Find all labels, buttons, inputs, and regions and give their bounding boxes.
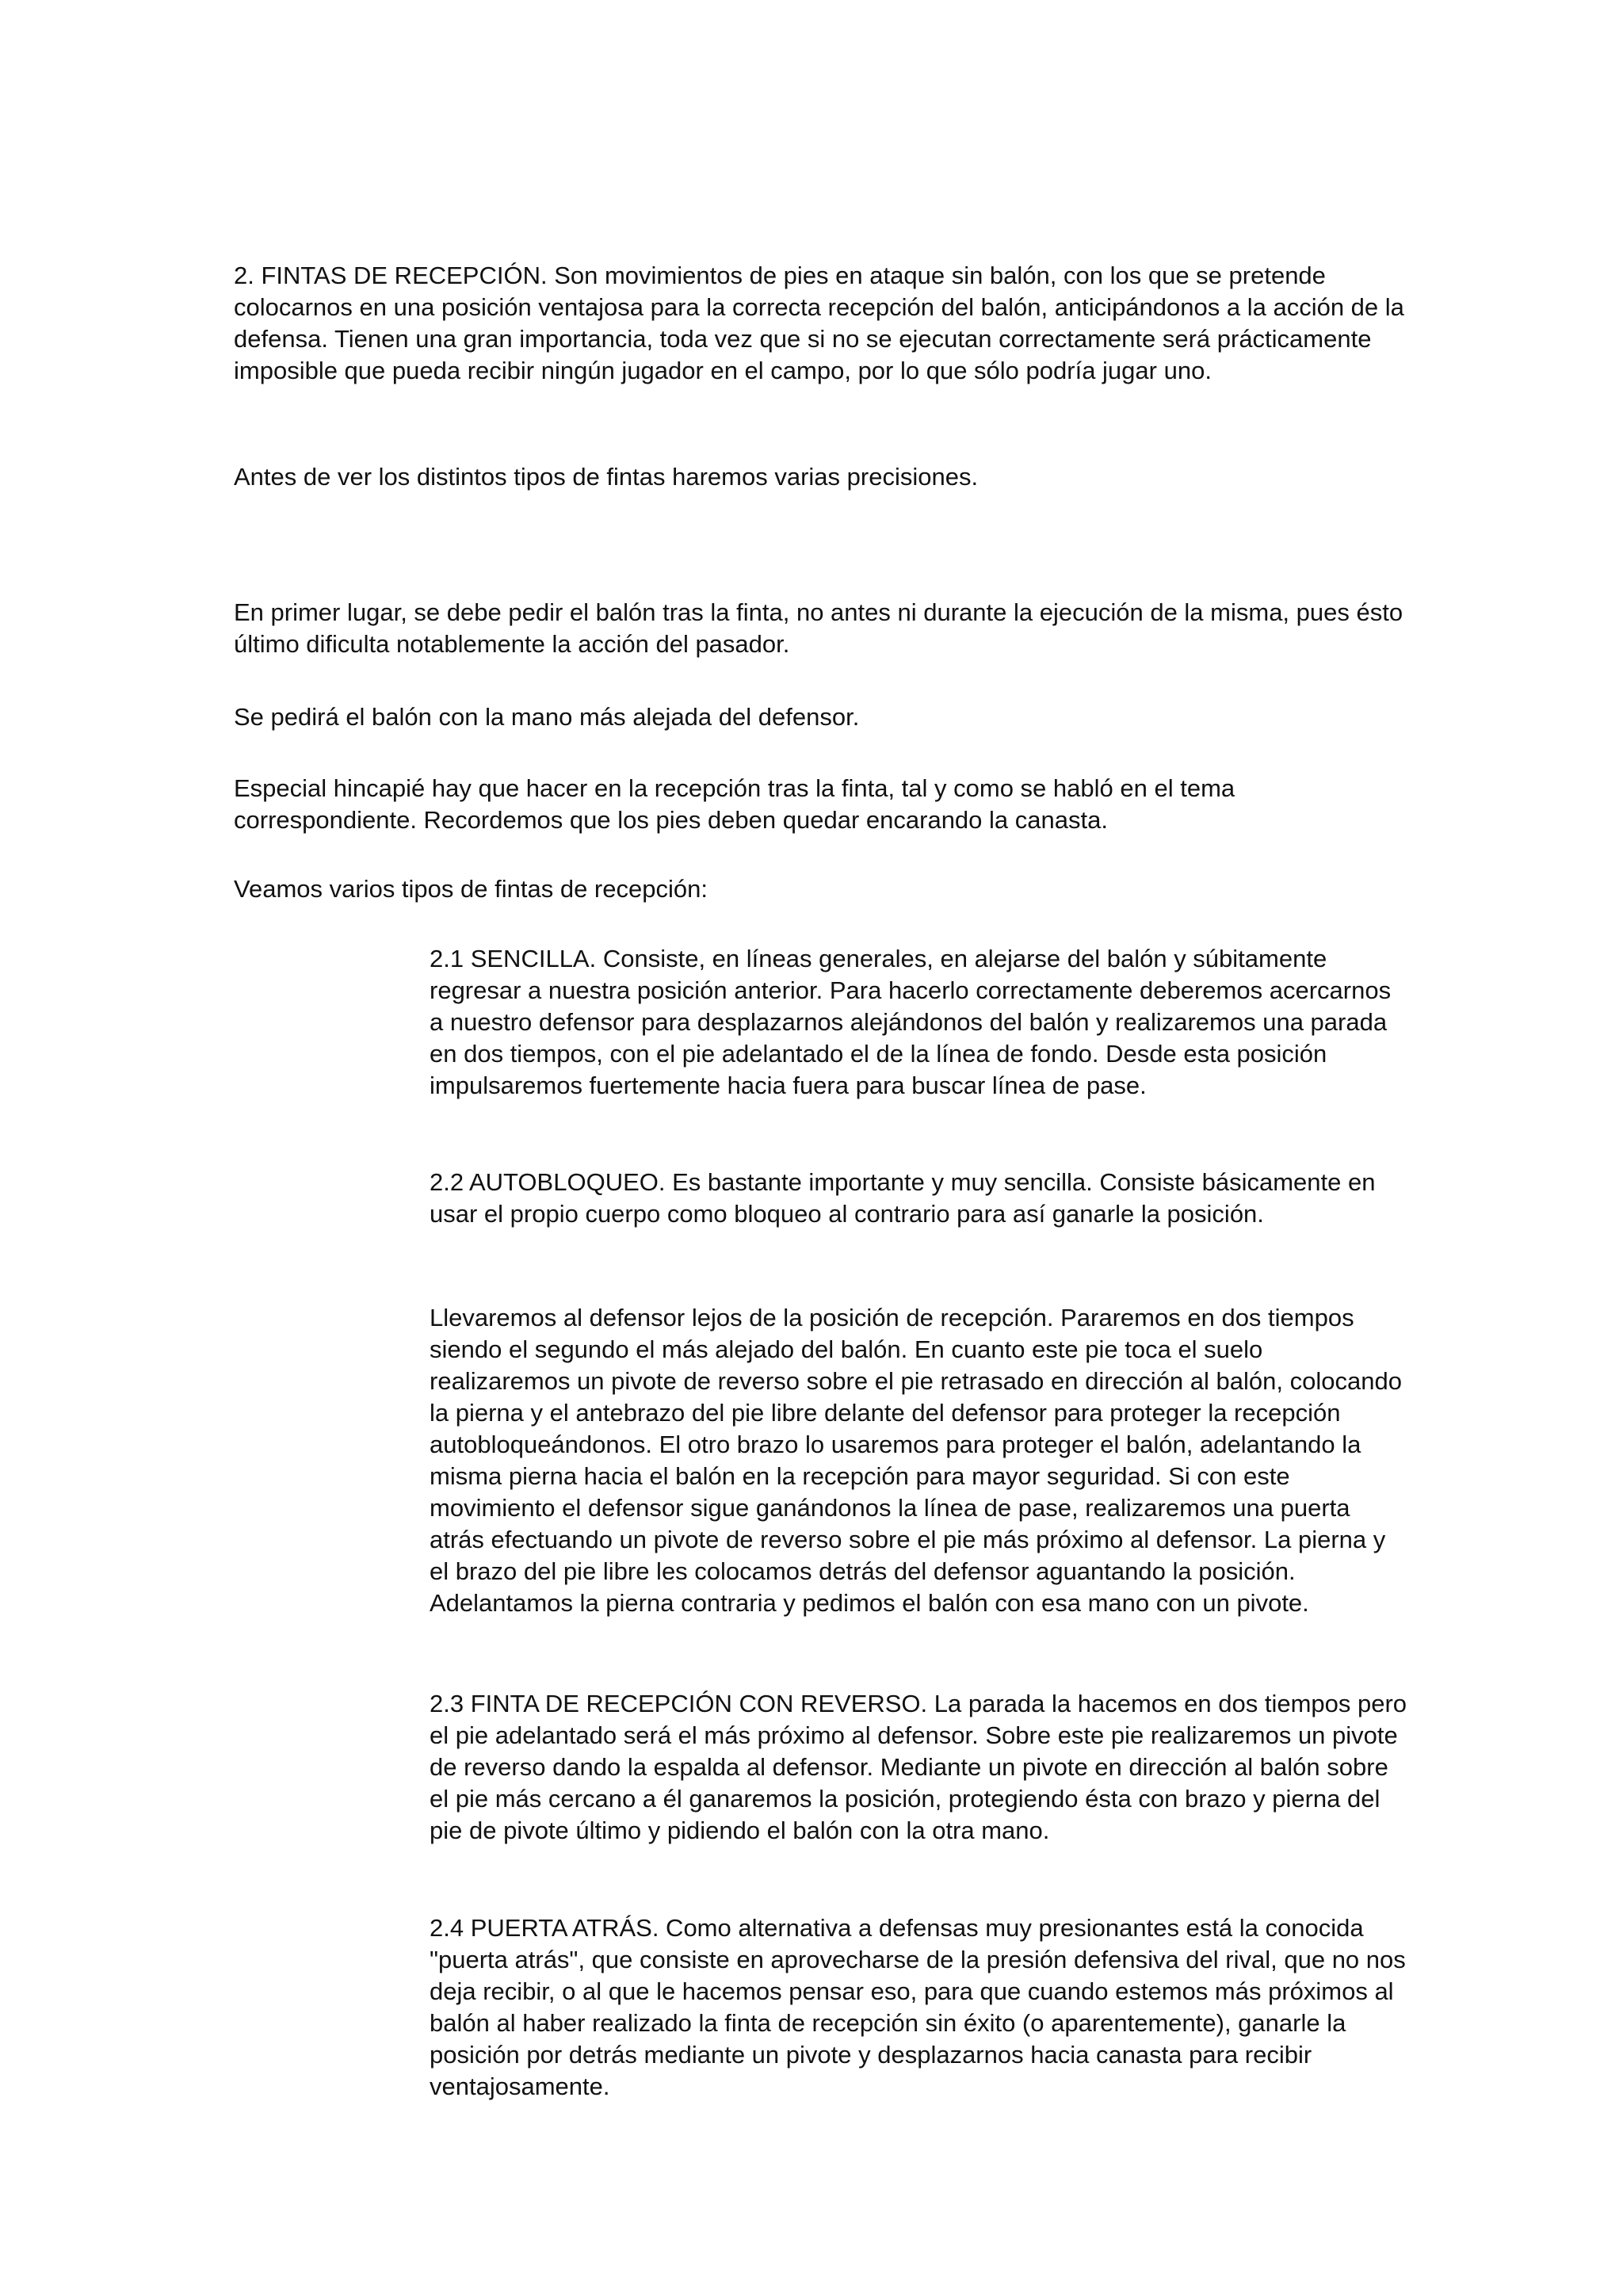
list-item-puerta-atras: 2.4 PUERTA ATRÁS. Como alternativa a defensas muy presionantes está la conocida "puerta atrás", que consiste en aprovecharse de la presión defensiva del rival, que no nos deja recibir, o al que le hacemos pensar eso, para que cuando estemos más próximos al balón al haber realizado la finta de recepción sin éxito (o aparentemente), ganarle la posición por detrás mediante un pivote y desplazarnos hacia canasta para recibir ventajosamente. [430,1914,1406,2100]
list-item-autobloqueo: 2.2 AUTOBLOQUEO. Es bastante importante y muy sencilla. Consiste básicamente en usar el propio cuerpo como bloqueo al contrario para así ganarle la posición. [430,1168,1376,1228]
paragraph-intro: 2. FINTAS DE RECEPCIÓN. Son movimientos de pies en ataque sin balón, con los que se pretende colocarnos en una posición ventajosa para la correcta recepción del balón, anticipándonos a la acción de la defensa. Tienen una gran importancia, toda vez que si no se ejecutan correctamente será prácticamente imposible que pueda recibir ningún jugador en el campo, por lo que sólo podría jugar uno. [234,262,1404,384]
paragraph-first-point: En primer lugar, se debe pedir el balón tras la finta, no antes ni durante la ejecución de la misma, pues ésto último dificulta notablemente la acción del pasador. [234,598,1403,658]
list-item-reverso: 2.3 FINTA DE RECEPCIÓN CON REVERSO. La parada la hacemos en dos tiempos pero el pie adelantado será el más próximo al defensor. Sobre este pie realizaremos un pivote de reverso dando la espalda al defensor. Mediante un pivote en dirección al balón sobre el pie más cercano a él ganaremos la posición, protegiendo ésta con brazo y pierna del pie de pivote último y pidiendo el balón con la otra mano. [430,1690,1407,1844]
paragraph-far-hand: Se pedirá el balón con la mano más alejada del defensor. [234,703,860,731]
paragraph-types-intro: Veamos varios tipos de fintas de recepción: [234,875,708,903]
paragraph-reception: Especial hincapié hay que hacer en la recepción tras la finta, tal y como se habló en el tema correspondiente. Recordemos que los pies deben quedar encarando la canasta. [234,774,1235,834]
paragraph-precisions: Antes de ver los distintos tipos de fintas haremos varias precisiones. [234,463,979,491]
list-item-sencilla: 2.1 SENCILLA. Consiste, en líneas generales, en alejarse del balón y súbitamente regresar a nuestra posición anterior. Para hacerlo correctamente deberemos acercarnos a nuestro defensor para desplazarnos alejándonos del balón y realizaremos una parada en dos tiempos, con el pie adelantado el de la línea de fondo. Desde esta posición impulsaremos fuertemente hacia fuera para buscar línea de pase. [430,945,1392,1099]
list-item-autobloqueo-detail: Llevaremos al defensor lejos de la posición de recepción. Pararemos en dos tiempos siendo el segundo el más alejado del balón. En cuanto este pie toca el suelo realizaremos un pivote de reverso sobre el pie retrasado en dirección al balón, colocando la pierna y el antebrazo del pie libre delante del defensor para proteger la recepción autobloqueándonos. El otro brazo lo usaremos para proteger el balón, adelantando la misma pierna hacia el balón en la recepción para mayor seguridad. Si con este movimiento el defensor sigue ganándonos la línea de pase, realizaremos una puerta atrás efectuando un pivote de reverso sobre el pie más próximo al defensor. La pierna y el brazo del pie libre les colocamos detrás del defensor aguantando la posición. Adelantamos la pierna contraria y pedimos el balón con esa mano con un pivote. [430,1304,1402,1617]
